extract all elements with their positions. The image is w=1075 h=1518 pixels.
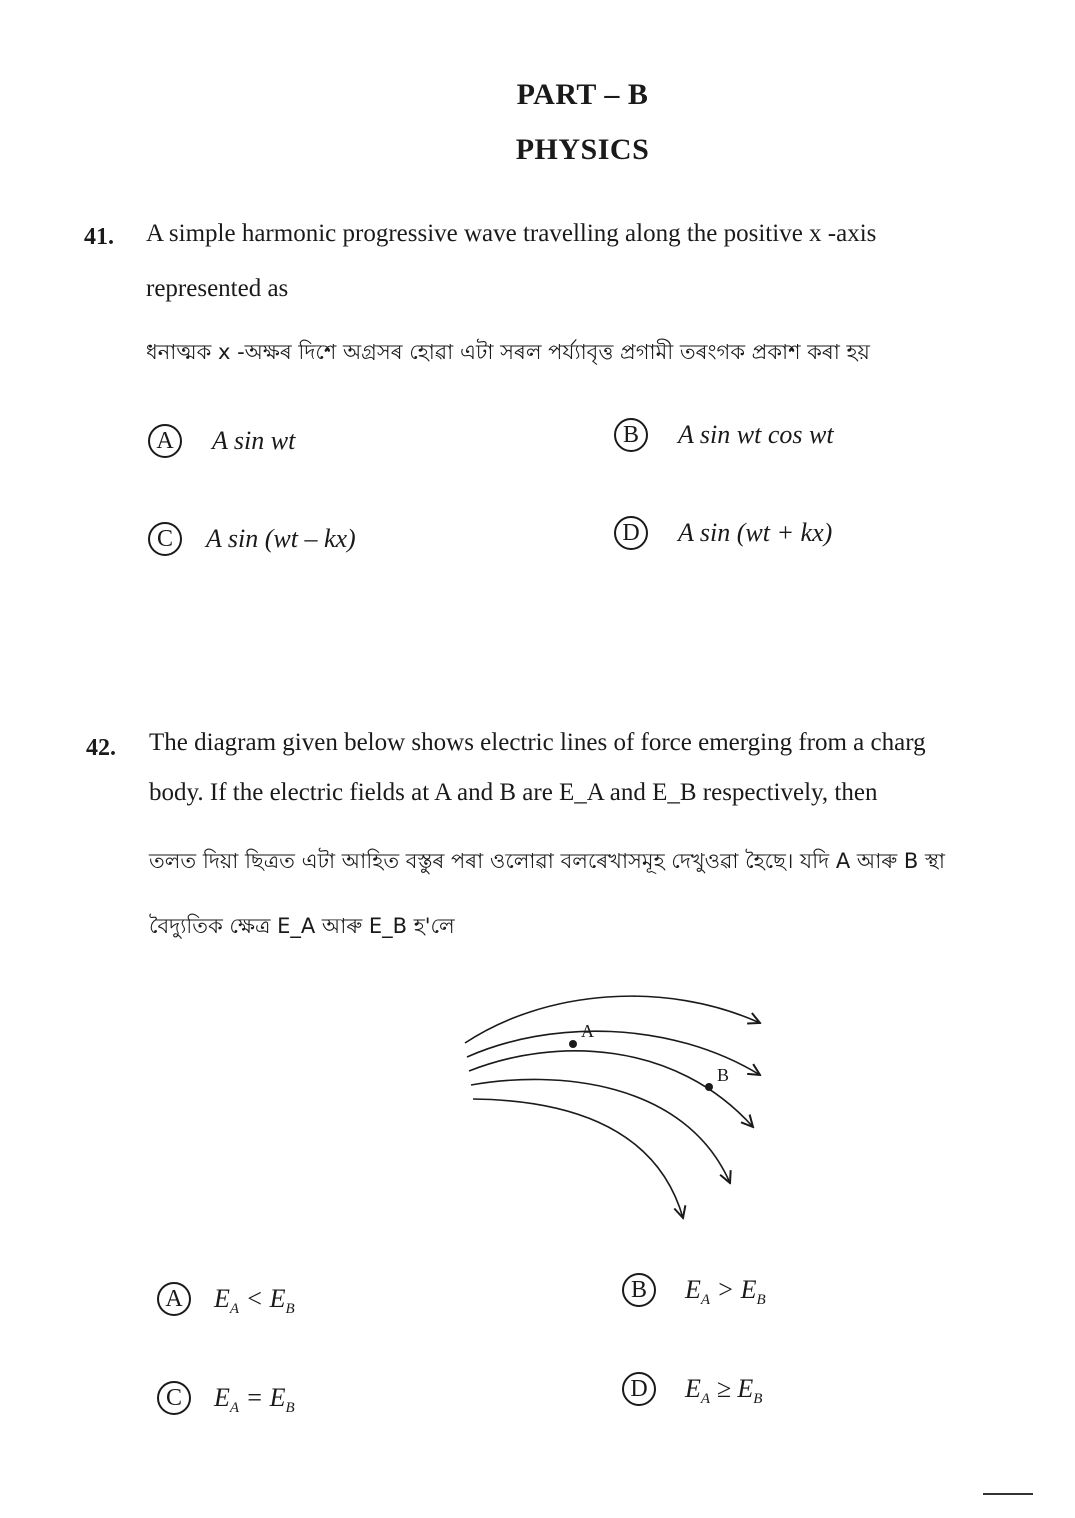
q41-number: 41. — [84, 224, 114, 250]
q42-option-b[interactable] — [622, 1273, 766, 1308]
q41-text-line1: A simple harmonic progressive wave travelling along the positive x -axis — [146, 220, 877, 247]
q41-option-d[interactable] — [614, 516, 833, 550]
option-expression: A sin (wt – kx) — [206, 524, 356, 553]
option-letter-circle: D — [622, 1372, 656, 1406]
point-a-dot — [569, 1040, 577, 1048]
field-line — [473, 1099, 683, 1218]
q42-option-c[interactable] — [157, 1381, 295, 1416]
q41-option-b[interactable] — [614, 418, 834, 452]
q42-option-a[interactable] — [157, 1282, 295, 1317]
option-letter-circle: A — [157, 1282, 191, 1316]
q41-text-line2: represented as — [146, 275, 289, 302]
q42-option-d[interactable] — [622, 1372, 763, 1407]
option-expression: A sin wt cos wt — [678, 420, 834, 449]
option-letter-circle: C — [148, 522, 182, 556]
footer-dash — [983, 1493, 1033, 1495]
option-expression: $E_A > E_B$ — [685, 1275, 766, 1308]
point-b-label: B — [717, 1065, 730, 1085]
q41-option-a[interactable] — [148, 424, 296, 458]
option-letter-circle: D — [614, 516, 648, 550]
q42-assamese-line2: বৈদ্যুতিক ক্ষেত্ৰ E_A আৰু E_B হ'লে — [149, 914, 455, 938]
field-line — [465, 996, 760, 1043]
option-expression: $E_A = E_B$ — [214, 1383, 295, 1416]
option-letter-circle: C — [157, 1381, 191, 1415]
q42-number: 42. — [86, 735, 116, 761]
option-letter-circle: B — [622, 1273, 656, 1307]
option-letter-circle: A — [148, 424, 182, 458]
point-a-label: A — [581, 1021, 594, 1041]
option-expression: $E_A < E_B$ — [214, 1284, 295, 1317]
option-letter-circle: B — [614, 418, 648, 452]
q42-assamese-line1: তলত দিয়া ছিত্ৰত এটা আহিত বস্তুৰ পৰা ওলোৱা বলৰেখাসমূহ দেখুওৱা হৈছে। যদি A আৰু B স্থা — [149, 849, 945, 873]
field-lines-diagram — [455, 975, 775, 1225]
field-line — [471, 1079, 730, 1183]
q41-assamese-text: ধনাত্মক x -অক্ষৰ দিশে অগ্ৰসৰ হোৱা এটা সৰল পৰ্য্যাবৃত্ত প্ৰগামী তৰংগক প্ৰকাশ কৰা হয় — [146, 340, 870, 364]
part-heading: PART – B — [516, 78, 649, 111]
point-b-dot — [705, 1083, 713, 1091]
q42-text-line2: body. If the electric fields at A and B are E_A and E_B respectively, then — [149, 779, 878, 806]
q42-text-line1: The diagram given below shows electric lines of force emerging from a charg — [149, 729, 926, 756]
option-expression: A sin (wt + kx) — [678, 518, 833, 547]
subject-heading: PHYSICS — [515, 133, 650, 166]
option-expression: $E_A \ge E_B$ — [685, 1374, 763, 1407]
q41-option-c[interactable] — [148, 522, 356, 556]
option-expression: A sin wt — [212, 426, 296, 455]
